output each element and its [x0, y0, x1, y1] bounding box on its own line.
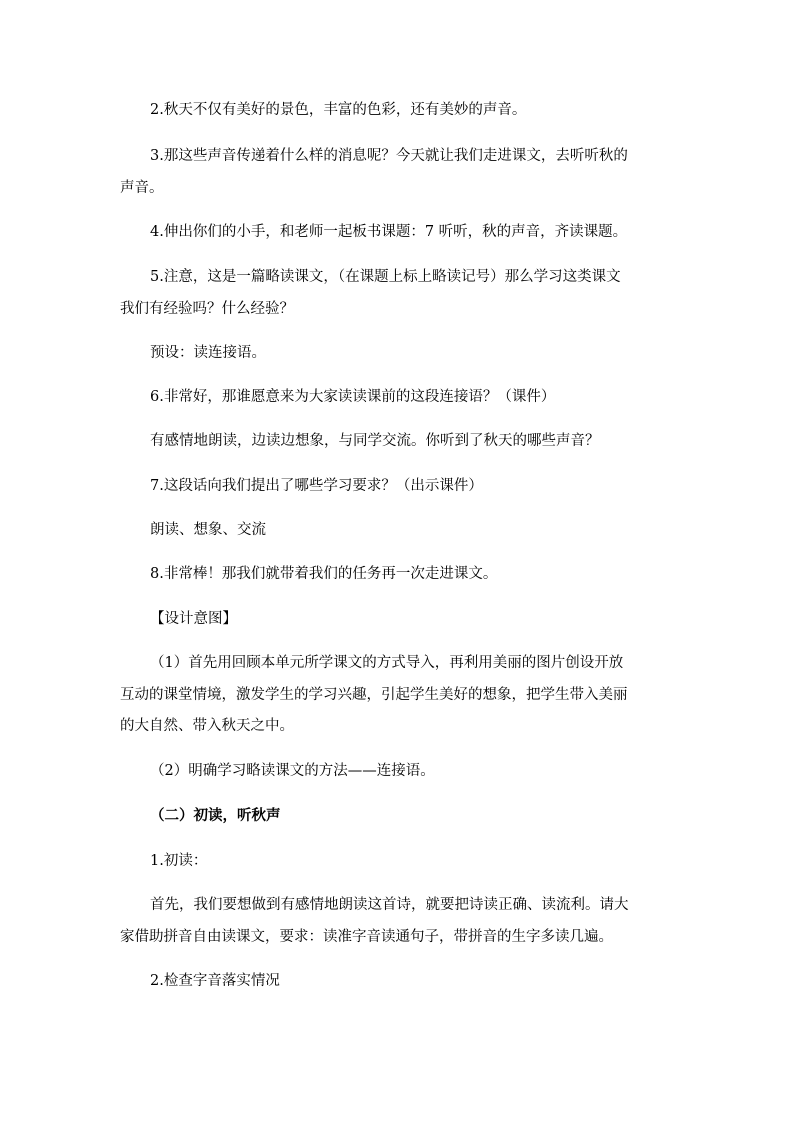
design-intent-heading: 【设计意图】 — [150, 611, 237, 627]
paragraph-3-line-2: 声音。 — [120, 180, 164, 196]
section-heading-first-reading: （二）初读，听秋声 — [150, 808, 281, 824]
design-intent-2: （2）明确学习略读课文的方法——连接语。 — [150, 763, 435, 779]
paragraph-3-line-1: 3.那这些声音传递着什么样的消息呢？今天就让我们走进课文，去听听秋的 — [150, 148, 628, 164]
paragraph-4: 4.伸出你们的小手，和老师一起板书课题：7 听听，秋的声音，齐读课题。 — [150, 224, 628, 240]
paragraph-8: 8.非常棒！那我们就带着我们的任务再一次走进课文。 — [150, 566, 498, 582]
paragraph-2: 2.秋天不仅有美好的景色，丰富的色彩，还有美妙的声音。 — [150, 102, 527, 118]
paragraph-5-line-2: 我们有经验吗？什么经验？ — [120, 301, 294, 317]
connecting-text: 有感情地朗读，边读边想象，与同学交流。你听到了秋天的哪些声音？ — [150, 433, 600, 449]
first-reading-line-2: 家借助拼音自由读课文，要求：读准字音读通句子，带拼音的生字多读几遍。 — [120, 929, 613, 945]
paragraph-5-line-1: 5.注意，这是一篇略读课文，（在课题上标上略读记号）那么学习这类课文 — [150, 269, 621, 285]
step-2: 2.检查字音落实情况 — [150, 973, 280, 989]
first-reading-line-1: 首先，我们要想做到有感情地朗读这首诗，就要把诗读正确、读流利。请大 — [150, 897, 629, 913]
preset-answer: 预设：读连接语。 — [150, 345, 266, 361]
paragraph-6: 6.非常好，那谁愿意来为大家读读课前的这段连接语？（课件） — [150, 389, 556, 405]
design-intent-1-line-1: （1）首先用回顾本单元所学课文的方式导入，再利用美丽的图片创设开放 — [150, 655, 624, 671]
paragraph-7: 7.这段话向我们提出了哪些学习要求？（出示课件） — [150, 478, 483, 494]
design-intent-1-line-3: 的大自然、带入秋天之中。 — [120, 718, 294, 734]
requirements: 朗读、想象、交流 — [150, 522, 266, 538]
step-1: 1.初读： — [150, 853, 208, 869]
design-intent-1-line-2: 互动的课堂情境，激发学生的学习兴趣，引起学生美好的想象，把学生带入美丽 — [120, 687, 628, 703]
